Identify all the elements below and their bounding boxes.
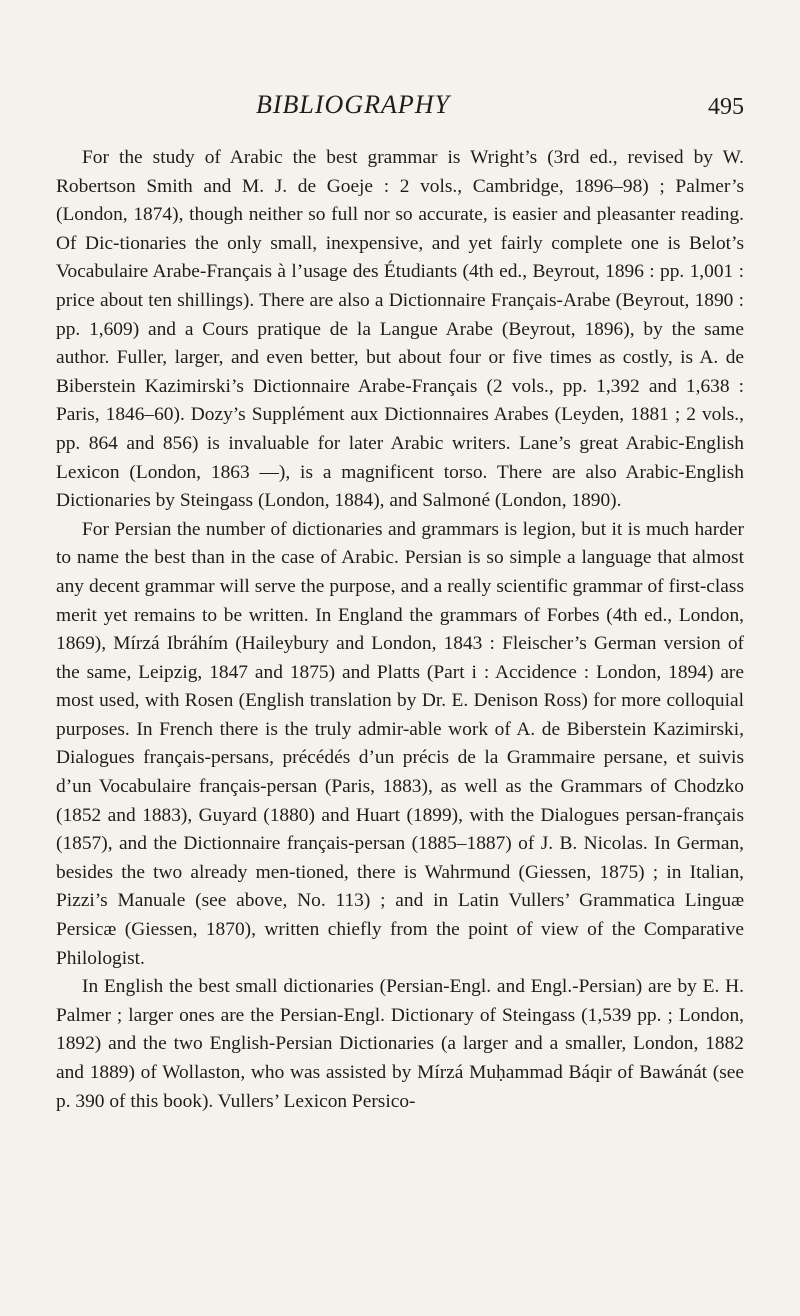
page-number: 495 bbox=[708, 94, 744, 120]
running-head: BIBLIOGRAPHY bbox=[256, 90, 450, 119]
body-text bbox=[56, 144, 744, 1116]
paragraph-arabic: For the study of Arabic the best grammar is Wright’s (3rd ed., revised by W. Robertson Smith and M. J. de Goeje : 2 vols., Cambridge, 1896–98) ; Palmer’s (London, 1874), though neither so full nor so accurate, is easier and pleasanter reading. Of Dic-tionaries the only small, inexpensive, and yet fairly complete one is Belot’s Vocabulaire Arabe-Français à l’usage des Étudiants (4th ed., Beyrout, 1896 : pp. 1,001 : price about ten shillings). There are also a Dictionnaire Français-Arabe (Beyrout, 1890 : pp. 1,609) and a Cours pratique de la Langue Arabe (Beyrout, 1896), by the same author. Fuller, larger, and even better, but about four or five times as costly, is A. de Biberstein Kazimirski’s Dictionnaire Arabe-Français (2 vols., pp. 1,392 and 1,638 : Paris, 1846–60). Dozy’s Supplément aux Dictionnaires Arabes (Leyden, 1881 ; 2 vols., pp. 864 and 856) is invaluable for later Arabic writers. Lane’s great Arabic-English Lexicon (London, 1863 —), is a magnificent torso. There are also Arabic-English Dictionaries by Steingass (London, 1884), and Salmoné (London, 1890). bbox=[56, 147, 744, 512]
page-header bbox=[56, 90, 744, 130]
paragraph-persian: For Persian the number of dictionaries and grammars is legion, but it is much harder to name the best than in the case of Arabic. Persian is so simple a language that almost any decent grammar will serve the purpose, and a really scientific grammar of first-class merit yet remains to be written. In England the grammars of Forbes (4th ed., London, 1869), Mírzá Ibráhím (Haileybury and London, 1843 : Fleischer’s German version of the same, Leipzig, 1847 and 1875) and Platts (Part i : Accidence : London, 1894) are most used, with Rosen (English translation by Dr. E. Denison Ross) for more colloquial purposes. In French there is the truly admir-able work of A. de Biberstein Kazimirski, Dialogues français-persans, précédés d’un précis de la Grammaire persane, et suivis d’un Vocabulaire français-persan (Paris, 1883), as well as the Grammars of Chodzko (1852 and 1883), Guyard (1880) and Huart (1899), with the Dialogues persan-français (1857), and the Dictionnaire français-persan (1885–1887) of J. B. Nicolas. In German, besides the two already men-tioned, there is Wahrmund (Giessen, 1875) ; in Italian, Pizzi’s Manuale (see above, No. 113) ; and in Latin Vullers’ Grammatica Linguæ Persicæ (Giessen, 1870), written chiefly from the point of view of the Comparative Philologist. bbox=[56, 518, 744, 969]
paragraph-english-dictionaries: In English the best small dictionaries (Persian-Engl. and Engl.-Persian) are by E. H. Palmer ; larger ones are the Persian-Engl. Dictionary of Steingass (1,539 pp. ; London, 1892) and the two English-Persian Dictionaries (a larger and a smaller, London, 1882 and 1889) of Wollaston, who was assisted by Mírzá Muḥammad Báqir of Bawánát (see p. 390 of this book). Vullers’ Lexicon Persico- bbox=[56, 976, 744, 1112]
